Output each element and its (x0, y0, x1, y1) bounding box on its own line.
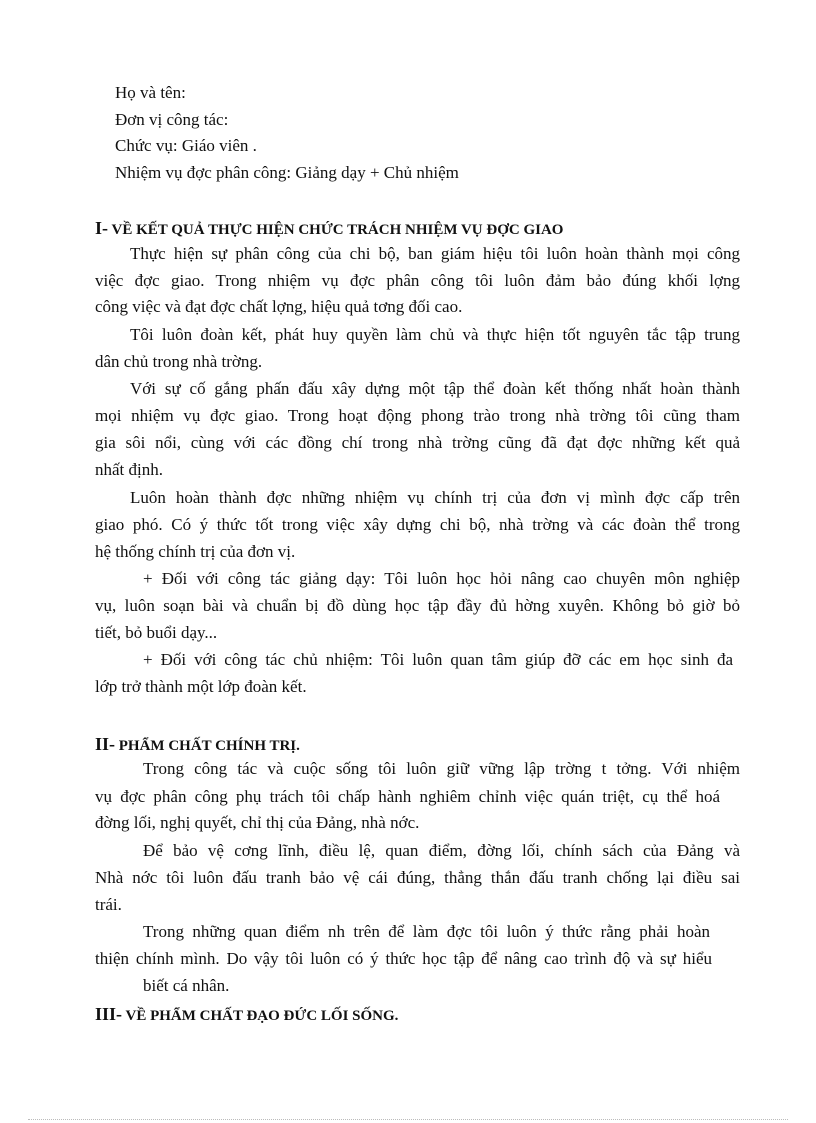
paragraph-line: Tôi luôn đoàn kết, phát huy quyền làm chủ và thực hiện tốt nguyên tắc tập trung (130, 325, 740, 344)
paragraph-line: hệ thống chính trị của đơn vị. (95, 542, 296, 561)
paragraph-line: gia sôi nổi, cùng với các đồng chí trong nhà trờng cũng đã đạt đợc những kết quả (95, 433, 740, 452)
unit-label: Đơn vị công tác: (115, 110, 229, 129)
section3-title: VỀ PHẨM CHẤT ĐẠO ĐỨC LỐI SỐNG. (125, 1008, 399, 1024)
paragraph-line: tiết, bỏ buổi dạy... (95, 623, 218, 642)
section2-number: II- (95, 734, 116, 754)
position-label: Chức vụ: Giáo viên . (115, 136, 257, 155)
paragraph-line: dân chủ trong nhà trờng. (95, 352, 263, 371)
paragraph-line: đờng lối, nghị quyết, chỉ thị của Đảng, nhà nớc. (95, 813, 420, 832)
paragraph-line: mọi nhiệm vụ đợc giao. Trong hoạt động phong trào trong nhà trờng tôi cũng tham (95, 406, 740, 425)
paragraph-line: công việc và đạt đợc chất lợng, hiệu quả tơng đối cao. (95, 297, 463, 316)
paragraph-line: thiện chính mình. Do vậy tôi luôn có ý thức học tập để nâng cao trình độ và sự hiểu (95, 949, 712, 968)
section3-number: III- (95, 1004, 123, 1024)
paragraph-line: việc đợc giao. Trong nhiệm vụ đợc phân công tôi luôn đảm bảo đúng khối lợng (95, 271, 740, 290)
paragraph-line: vụ, luôn soạn bài và chuẩn bị đồ dùng học tập đầy đủ hờng xuyên. Không bỏ giờ bỏ (95, 596, 740, 615)
paragraph-line: Nhà nớc tôi luôn đấu tranh bảo vệ cái đúng, thẳng thắn đấu tranh chống lại điều sai (95, 868, 740, 887)
paragraph-line: Trong công tác và cuộc sống tôi luôn giữ vững lập trờng t tởng. Với nhiệm (143, 759, 740, 778)
paragraph-line: Luôn hoàn thành đợc những nhiệm vụ chính trị của đơn vị mình đợc cấp trên (130, 488, 740, 507)
paragraph-line: giao phó. Có ý thức tốt trong việc xây dựng chi bộ, nhà trờng và các đoàn thể trong (95, 515, 740, 534)
section2-title: PHẨM CHẤT CHÍNH TRỊ. (118, 738, 300, 754)
paragraph-line: + Đối với công tác giảng dạy: Tôi luôn học hỏi nâng cao chuyên môn nghiệp (143, 569, 740, 588)
paragraph-line: + Đối với công tác chủ nhiệm: Tôi luôn quan tâm giúp đỡ các em học sinh đa (143, 650, 733, 669)
section1-title: VỀ KẾT QUẢ THỰC HIỆN CHỨC TRÁCH NHIỆM VỤ ĐỢC GIAO (111, 222, 564, 238)
paragraph-line: Thực hiện sự phân công của chi bộ, ban giám hiệu tôi luôn hoàn thành mọi công (130, 244, 740, 263)
paragraph-line: lớp trở thành một lớp đoàn kết. (95, 677, 307, 696)
assignment-label: Nhiệm vụ đợc phân công: Giảng dạy + Chủ nhiệm (115, 163, 459, 182)
paragraph-line: Với sự cố gắng phấn đấu xây dựng một tập thể đoàn kết thống nhất hoàn thành (130, 379, 740, 398)
section1-heading (95, 217, 563, 241)
section2-heading (95, 733, 300, 757)
section3-heading (95, 1003, 398, 1027)
paragraph-line: vụ đợc phân công phụ trách tôi chấp hành nghiêm chỉnh việc quán triệt, cụ thể hoá (95, 787, 720, 806)
section1-number: I- (95, 218, 108, 238)
paragraph-line: biết cá nhân. (143, 976, 230, 995)
footer-divider (28, 1119, 788, 1120)
name-label: Họ và tên: (115, 83, 186, 102)
paragraph-line: Trong những quan điểm nh trên để làm đợc tôi luôn ý thức rằng phải hoàn (143, 922, 710, 941)
paragraph-line: nhất định. (95, 460, 163, 479)
paragraph-line: trái. (95, 895, 122, 914)
paragraph-line: Để bảo vệ cơng lĩnh, điều lệ, quan điểm, đờng lối, chính sách của Đảng và (143, 841, 740, 860)
